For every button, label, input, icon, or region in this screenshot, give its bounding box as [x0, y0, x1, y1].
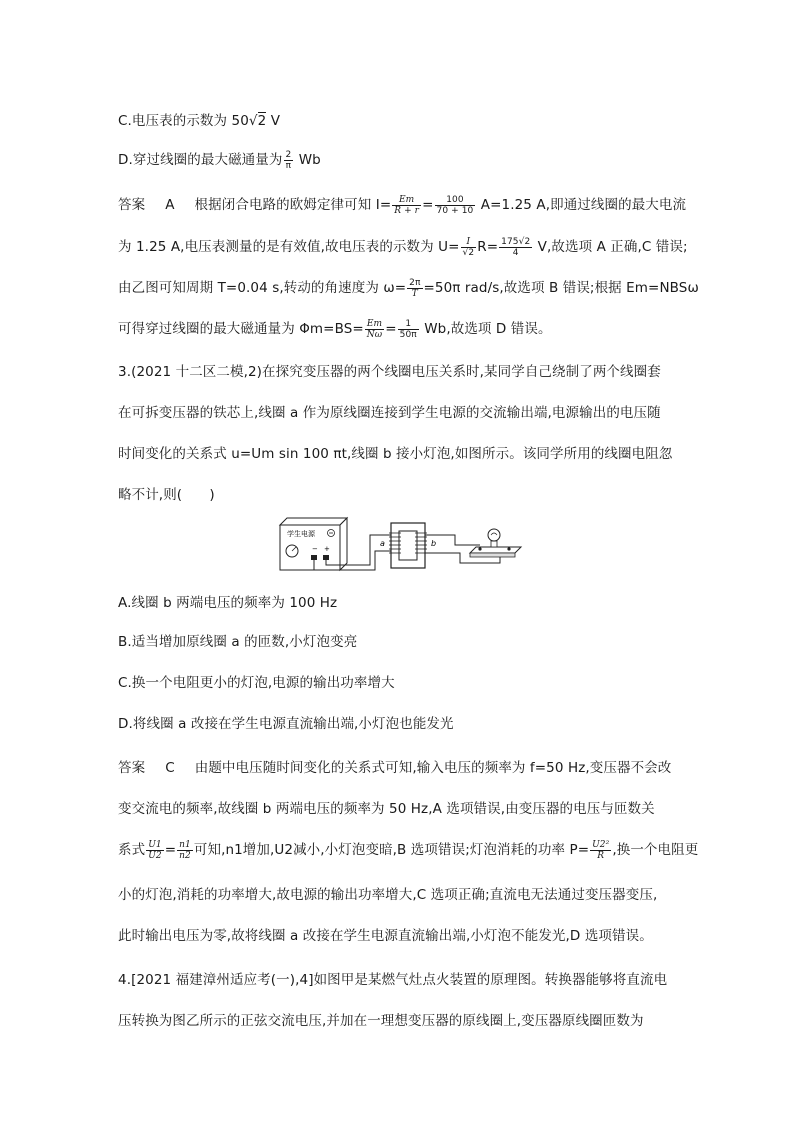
fraction: $\frac{2}{\pi}$	[285, 149, 292, 171]
fraction: $\frac{175√2}{4}$	[501, 236, 531, 258]
answer-choice: C	[165, 760, 175, 776]
power-supply-label: 学生电源	[287, 530, 315, 538]
fraction: $\frac{100}{70 + 10}$	[436, 194, 474, 216]
fraction: $\frac{n1}{n2}$	[179, 839, 191, 861]
terminal-icon	[311, 555, 317, 560]
answer-3-line-3: 系式 $\frac{U1}{U2}$ = $\frac{n1}{n2}$ 可知,n1增加,U2减小,小灯泡变暗,B 选项错误;灯泡消耗的功率 P= $\frac{\text{U2²}}{R}$ ,换一个电阻更	[118, 839, 699, 861]
plus-terminal-label: +	[324, 545, 330, 553]
question-4-line-2: 压转换为图乙所示的正弦交流电压,并加在一理想变压器的原线圈上,变压器原线圈匝数为	[118, 1013, 644, 1029]
answer-label: 答案	[118, 760, 146, 776]
option-d: D.将线圈 a 改接在学生电源直流输出端,小灯泡也能发光	[118, 716, 454, 732]
fraction: $\frac{U1}{U2}$	[148, 839, 162, 861]
option-d-text: D.穿过线圈的最大磁通量为	[118, 152, 283, 168]
coil-b-label: b	[431, 539, 437, 548]
question-3-line-2: 在可拆变压器的铁芯上,线圈 a 作为原线圈连接到学生电源的交流输出端,电源输出的电压随	[118, 405, 661, 421]
coil-a-label: a	[380, 539, 385, 548]
terminal-icon	[323, 555, 329, 560]
transformer-core	[389, 523, 427, 568]
fraction: $\frac{Em}{R + r}$	[394, 194, 420, 216]
lamp-icon	[470, 529, 521, 557]
fraction: $\frac{Em}{N\omega}$	[366, 318, 383, 340]
transformer-circuit-figure	[275, 513, 525, 578]
option-c-text: C.电压表的示数为 50	[118, 113, 249, 129]
explanation-line-4: 可得穿过线圈的最大磁通量为 Φm=BS= $\frac{Em}{N\omega}$ = $\frac{1}{50\pi}$ Wb,故选项 D 错误。	[118, 318, 552, 340]
answer-line-1: 答案 A 根据闭合电路的欧姆定律可知 I= $\frac{Em}{R + r}$ = $\frac{100}{70 + 10}$ A=1.25 A,即通过线圈的最大电流	[118, 194, 687, 216]
explanation-line-3: 由乙图可知周期 T=0.04 s,转动的角速度为 ω= $\frac{2\pi}{T}$ =50π rad/s,故选项 B 错误;根据 Em=NBSω	[118, 277, 699, 299]
minus-terminal-label: −	[312, 545, 318, 553]
answer-3-line-4: 小的灯泡,消耗的功率增大,故电源的输出功率增大,C 选项正确;直流电无法通过变压器变压,	[118, 887, 658, 903]
fraction: $\frac{\text{U2²}}{R}$	[592, 839, 610, 861]
fraction: $\frac{2\pi}{T}$	[409, 277, 421, 299]
question-3-line-4: 略不计,则( )	[118, 487, 215, 503]
option-a: A.线圈 b 两端电压的频率为 100 Hz	[118, 595, 338, 611]
fraction: $\frac{1}{50\pi}$	[399, 318, 417, 340]
answer-3-line-2: 变交流电的频率,故线圈 b 两端电压的频率为 50 Hz,A 选项错误,由变压器的电压与匝数关	[118, 801, 655, 817]
explanation-line-2: 为 1.25 A,电压表测量的是有效值,故电压表的示数为 U= $\frac{I}{√2}$ R= $\frac{175√2}{4}$ V,故选项 A 正确,C 错误;	[118, 236, 688, 258]
question-3-line-3: 时间变化的关系式 u=Um sin 100 πt,线圈 b 接小灯泡,如图所示。该同学所用的线圈电阻忽	[118, 446, 673, 462]
answer-3-line-5: 此时输出电压为零,故将线圈 a 改接在学生电源直流输出端,小灯泡不能发光,D 选项错误。	[118, 928, 653, 944]
answer-3-line-1: 答案 C 由题中电压随时间变化的关系式可知,输入电压的频率为 f=50 Hz,变压器不会改	[118, 760, 672, 776]
fraction: $\frac{I}{√2}$	[462, 236, 475, 258]
answer-choice: A	[165, 197, 175, 213]
question-4-line-1: 4.[2021 福建漳州适应考(一),4]如图甲是某燃气灶点火装置的原理图。转换器能够将直流电	[118, 972, 668, 988]
question-3-line-1: 3.(2021 十二区二模,2)在探究变压器的两个线圈电压关系时,某同学自己绕制了两个线圈套	[118, 364, 661, 380]
answer-label: 答案	[118, 197, 146, 213]
sqrt-symbol: √	[248, 113, 258, 129]
option-d-line: D.穿过线圈的最大磁通量为 $\frac{2}{\pi}$ Wb	[118, 149, 321, 171]
sqrt-radicand: 2	[257, 113, 267, 129]
option-c: C.换一个电阻更小的灯泡,电源的输出功率增大	[118, 675, 395, 691]
option-b: B.适当增加原线圈 a 的匝数,小灯泡变亮	[118, 634, 358, 650]
option-c-line: C.电压表的示数为 50√2 V	[118, 113, 281, 129]
